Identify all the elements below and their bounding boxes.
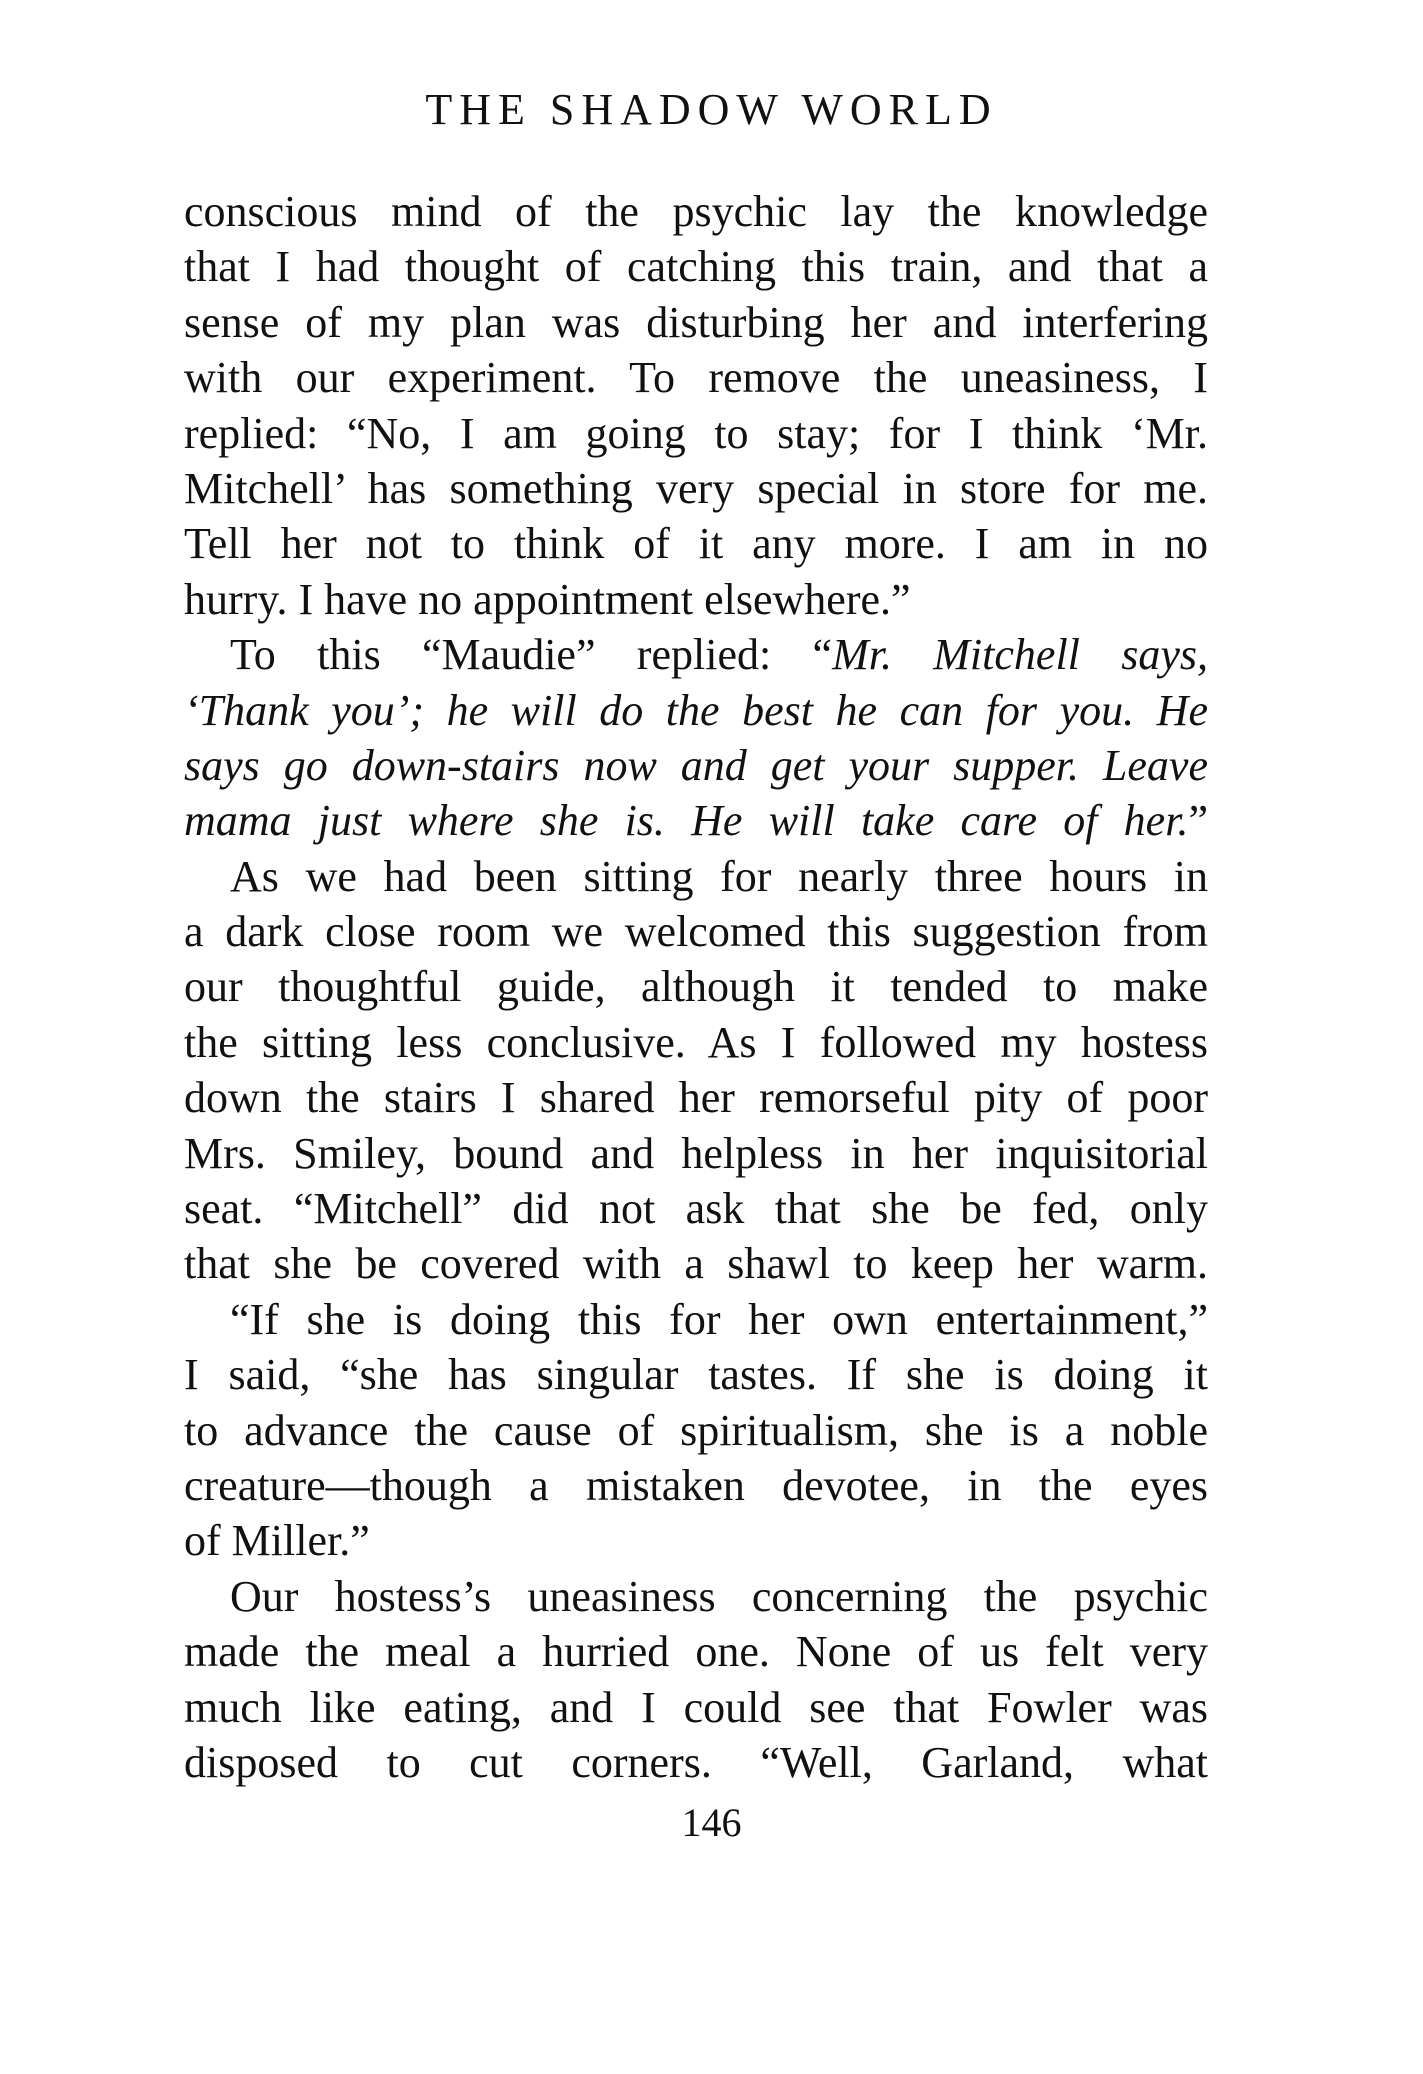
text-line	[184, 406, 1208, 461]
text-line	[184, 1458, 1208, 1513]
text-line	[184, 350, 1208, 405]
text-line	[184, 849, 1208, 904]
text-line	[184, 683, 1208, 738]
text-segment: a dark close room we welcomed this suggestion from	[184, 907, 1208, 957]
italic-text: says go down-stairs now and get your supper. Leave	[184, 740, 1208, 790]
text-segment: seat. “Mitchell” did not ask that she be fed, only	[184, 1184, 1208, 1234]
text-segment: of Miller.”	[184, 1516, 370, 1566]
text-line	[184, 793, 1208, 848]
text-segment: Our hostess’s uneasiness concerning the psychic	[230, 1571, 1208, 1621]
text-segment: conscious mind of the psychic lay the knowledge	[184, 187, 1208, 236]
italic-text: Mr. Mitchell says,	[832, 630, 1208, 680]
text-line	[184, 1015, 1208, 1070]
text-segment: Tell her not to think of it any more. I am in no	[184, 519, 1208, 569]
text-segment: down the stairs I shared her remorseful pity of poor	[184, 1073, 1208, 1123]
page-number: 146	[681, 1800, 742, 1845]
text-line	[184, 1181, 1208, 1236]
text-line	[184, 1347, 1208, 1402]
running-header: THE SHADOW WORLD	[425, 85, 998, 134]
text-line	[184, 516, 1208, 571]
text-segment: much like eating, and I could see that Fowler was	[184, 1682, 1208, 1732]
text-segment: that she be covered with a shawl to keep her warm.	[184, 1239, 1208, 1289]
text-segment: hurry. I have no appointment elsewhere.”	[184, 574, 911, 624]
text-segment: our thoughtful guide, although it tended to make	[184, 962, 1208, 1012]
text-segment: that I had thought of catching this train, and that a	[184, 242, 1208, 292]
italic-text: ‘Thank you’; he will do the best he can for you. He	[184, 685, 1208, 735]
text-line	[184, 295, 1208, 350]
text-line	[184, 904, 1208, 959]
text-line	[184, 461, 1208, 516]
text-segment: To this “Maudie” replied: “	[230, 630, 833, 680]
text-line	[184, 1292, 1208, 1347]
text-segment: I said, “she has singular tastes. If she is doing it	[184, 1350, 1208, 1400]
text-line	[184, 738, 1208, 793]
text-segment: to advance the cause of spiritualism, she is a noble	[184, 1405, 1208, 1455]
text-segment: “If she is doing this for her own entertainment,”	[230, 1294, 1208, 1344]
text-segment: creature—though a mistaken devotee, in the eyes	[184, 1460, 1208, 1510]
text-segment: made the meal a hurried one. None of us felt very	[184, 1627, 1208, 1677]
text-line	[184, 184, 1208, 239]
text-segment: Mitchell’ has something very special in store for me.	[184, 463, 1208, 513]
text-line	[184, 1236, 1208, 1291]
text-line	[184, 627, 1208, 682]
text-line	[184, 239, 1208, 294]
text-line	[184, 1403, 1208, 1458]
text-line	[184, 1735, 1208, 1790]
text-segment: with our experiment. To remove the uneasiness, I	[184, 353, 1208, 403]
text-line	[184, 572, 1208, 627]
text-line	[184, 1680, 1208, 1735]
text-line	[184, 1513, 1208, 1568]
text-line	[184, 1569, 1208, 1624]
text-line	[184, 1070, 1208, 1125]
text-segment: As we had been sitting for nearly three hours in	[230, 851, 1208, 901]
text-segment: disposed to cut corners. “Well, Garland, what	[184, 1737, 1208, 1787]
text-segment: the sitting less conclusive. As I followed my hostess	[184, 1017, 1208, 1067]
text-line	[184, 1126, 1208, 1181]
text-segment: replied: “No, I am going to stay; for I think ‘Mr.	[184, 408, 1208, 458]
text-line	[184, 959, 1208, 1014]
italic-text: mama just where she is. He will take care of her.	[184, 796, 1189, 846]
text-segment: sense of my plan was disturbing her and interfering	[184, 297, 1208, 347]
body-text	[184, 184, 1208, 1790]
text-line	[184, 1624, 1208, 1679]
text-segment: Mrs. Smiley, bound and helpless in her inquisitorial	[184, 1128, 1208, 1178]
text-segment: ”	[1188, 796, 1208, 846]
